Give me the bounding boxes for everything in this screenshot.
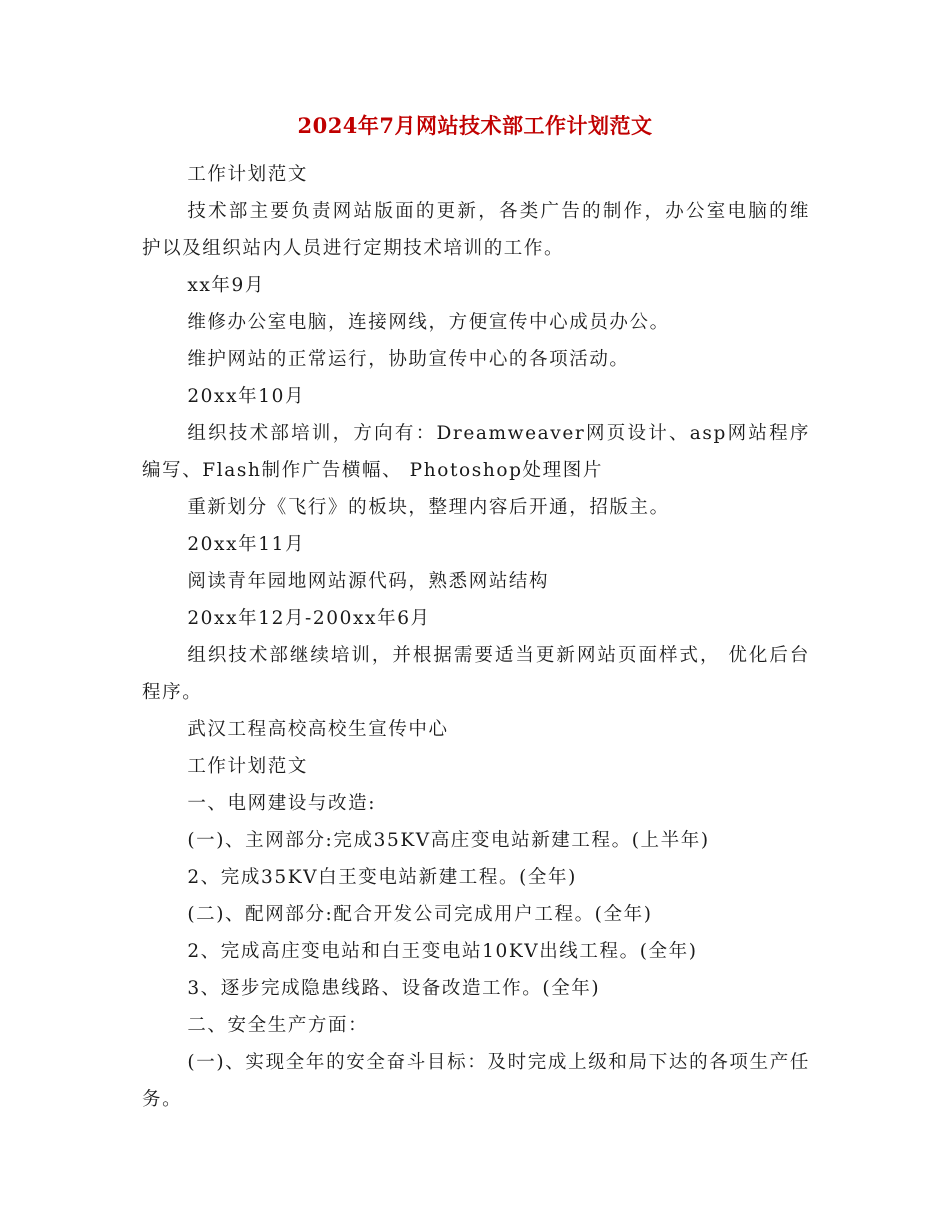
paragraph: 20xx年11月 xyxy=(187,534,306,555)
paragraph: 维护网站的正常运行，协助宣传中心的各项活动。 xyxy=(187,349,630,370)
paragraph: 一、电网建设与改造: xyxy=(187,793,377,814)
paragraph: 阅读青年园地网站源代码，熟悉网站结构 xyxy=(187,571,550,592)
paragraph: 20xx年10月 xyxy=(187,386,306,407)
paragraph: 2、完成高庄变电站和白王变电站10KV出线工程。(全年) xyxy=(187,941,698,962)
paragraph: 工作计划范文 xyxy=(187,756,308,777)
paragraph: (一)、主网部分:完成35KV高庄变电站新建工程。(上半年) xyxy=(187,830,710,851)
paragraph: 20xx年12月-200xx年6月 xyxy=(187,608,431,629)
paragraph: (一)、实现全年的安全奋斗目标：及时完成上级和局下达的各项生产任务。 xyxy=(142,1052,810,1110)
paragraph: 组织技术部培训，方向有：Dreamweaver网页设计、asp网站程序编写、Flash制作广告横幅、 Photoshop处理图片 xyxy=(142,423,810,481)
paragraph: 二、安全生产方面： xyxy=(187,1015,369,1036)
paragraph: 技术部主要负责网站版面的更新，各类广告的制作，办公室电脑的维护以及组织站内人员进行定期技术培训的工作。 xyxy=(142,201,810,259)
paragraph: 维修办公室电脑，连接网线，方便宣传中心成员办公。 xyxy=(187,312,670,333)
paragraph: 重新划分《飞行》的板块，整理内容后开通，招版主。 xyxy=(187,497,670,518)
document-body xyxy=(142,156,810,1118)
paragraph: 3、逐步完成隐患线路、设备改造工作。(全年) xyxy=(187,978,601,999)
paragraph: 组织技术部继续培训，并根据需要适当更新网站页面样式， 优化后台程序。 xyxy=(142,645,810,703)
paragraph: xx年9月 xyxy=(187,275,265,296)
document-title: 2024年7月网站技术部工作计划范文 xyxy=(297,113,653,138)
paragraph: (二)、配网部分:配合开发公司完成用户工程。(全年) xyxy=(187,904,653,925)
paragraph: 武汉工程高校高校生宣传中心 xyxy=(187,719,449,740)
paragraph: 工作计划范文 xyxy=(187,164,308,185)
paragraph: 2、完成35KV白王变电站新建工程。(全年) xyxy=(187,867,577,888)
